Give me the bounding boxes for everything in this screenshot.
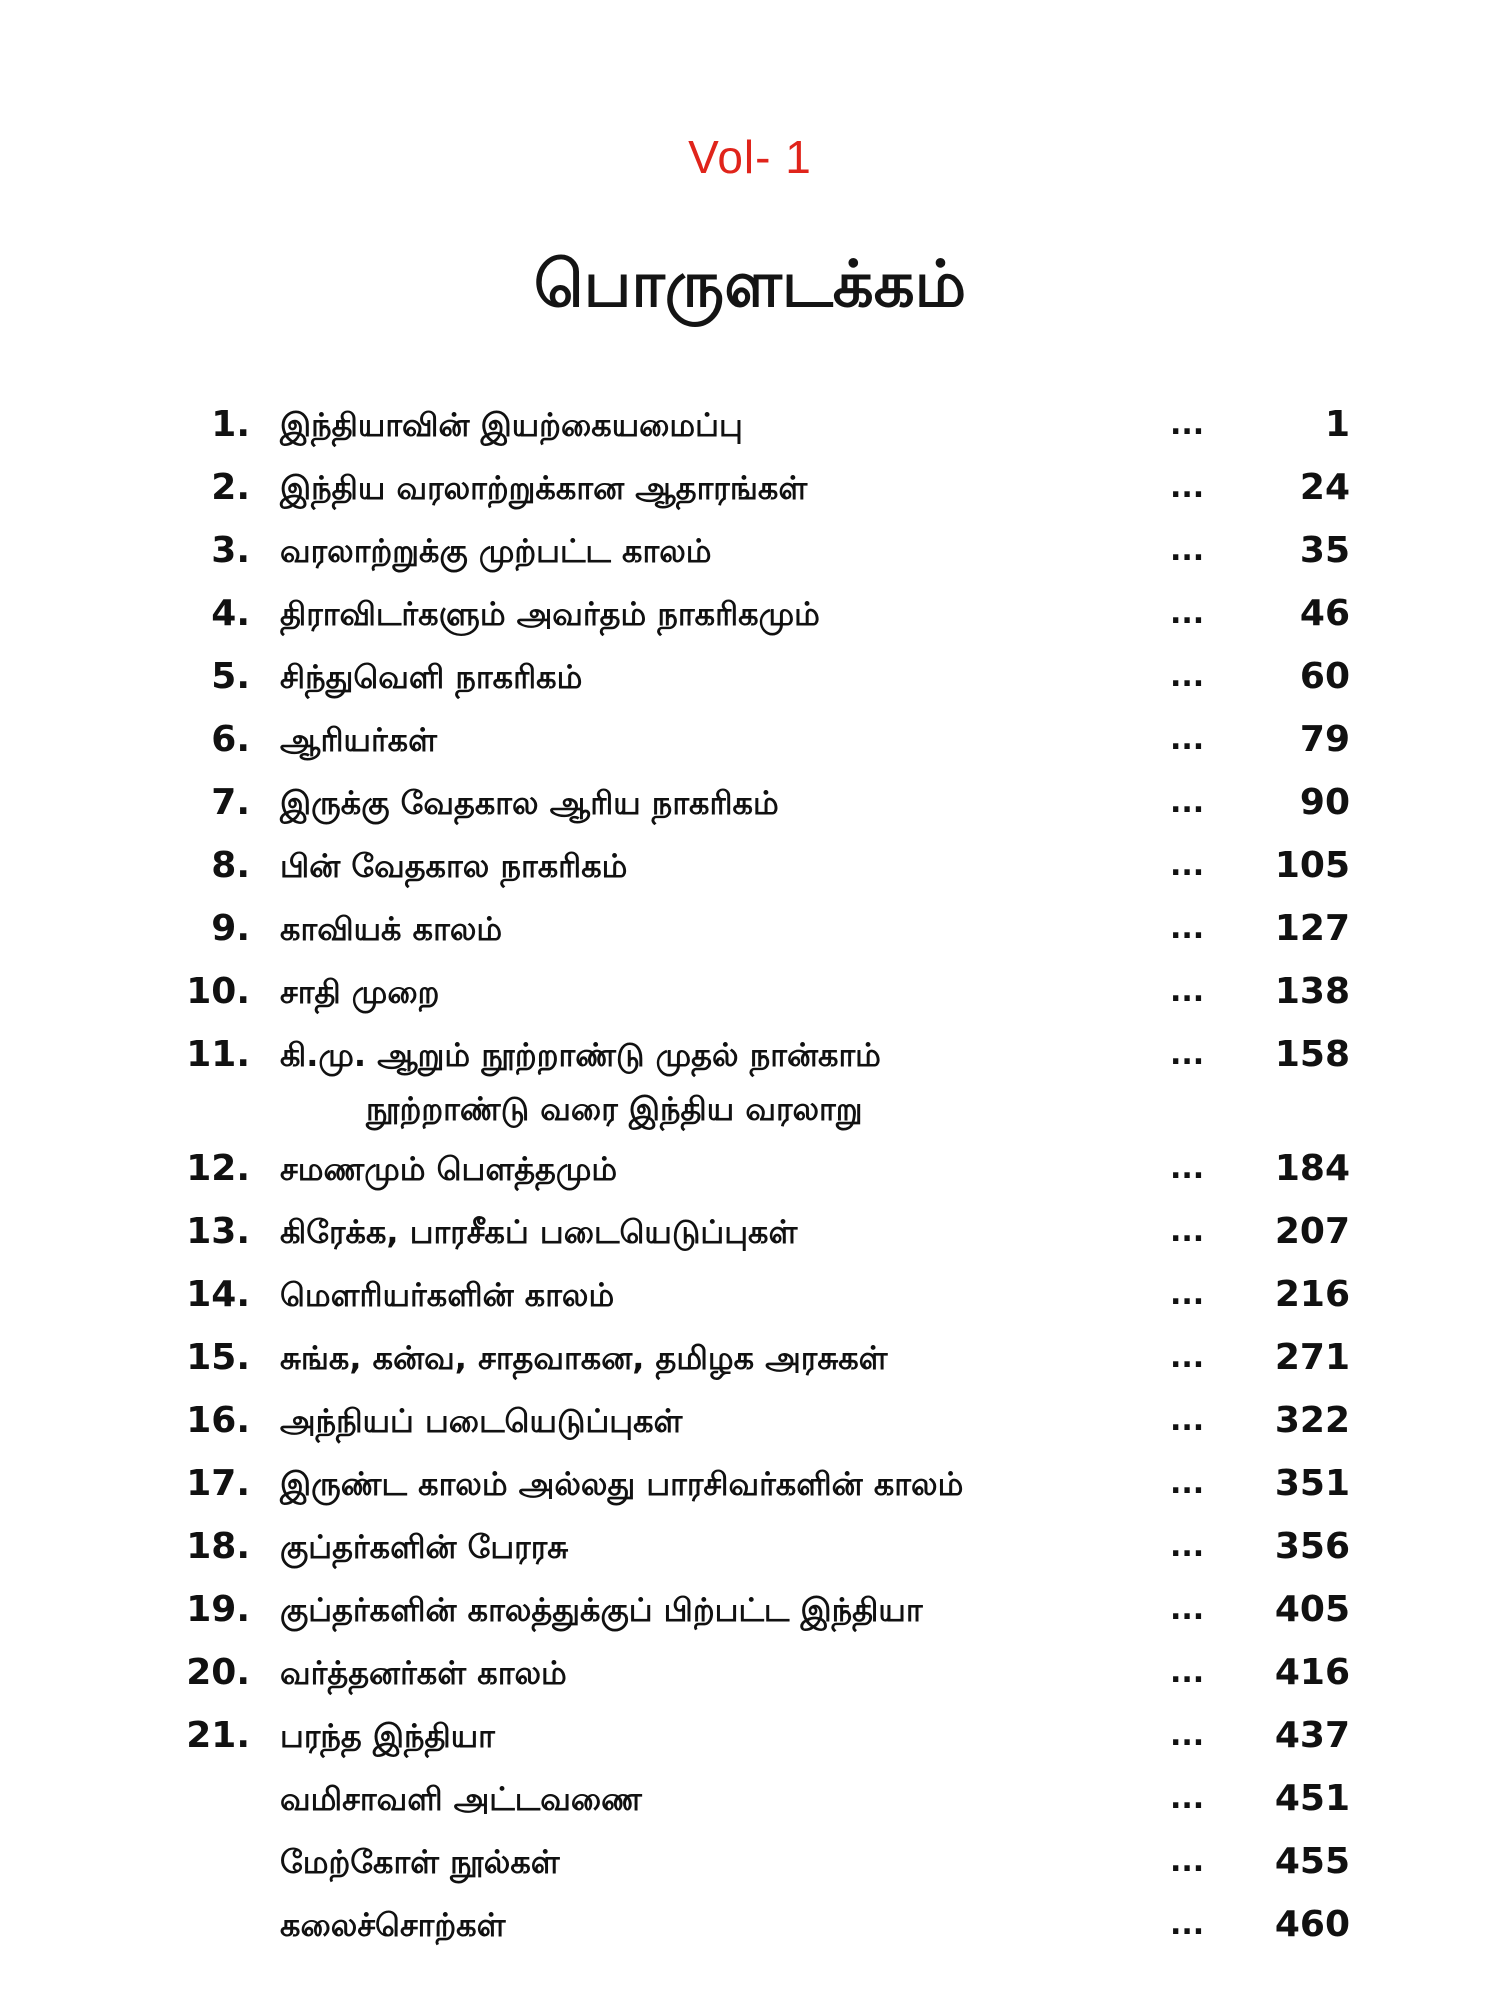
toc-entry-page: 405 bbox=[1274, 1589, 1350, 1630]
toc-entry bbox=[170, 587, 1350, 650]
toc-entry bbox=[170, 1205, 1350, 1268]
toc-entry-page: 416 bbox=[1274, 1652, 1350, 1693]
toc-entry-number: 7. bbox=[211, 782, 250, 823]
toc-entry-title: இருண்ட காலம் அல்லது பாரசிவர்களின் காலம் bbox=[280, 1465, 964, 1503]
toc-entry-number: 9. bbox=[211, 908, 250, 949]
toc-leader-dots: ... bbox=[1170, 470, 1205, 505]
toc-leader-dots: ... bbox=[1170, 974, 1205, 1009]
toc-entry-title: வரலாற்றுக்கு முற்பட்ட காலம் bbox=[280, 532, 712, 570]
toc-entry bbox=[170, 398, 1350, 461]
toc-entry-number: 11. bbox=[186, 1034, 250, 1075]
toc-entry-page: 351 bbox=[1274, 1463, 1350, 1504]
toc-entry-title: ஆரியர்கள் bbox=[280, 721, 437, 759]
toc-entry-title: சாதி முறை bbox=[280, 973, 440, 1011]
toc-entry-page: 271 bbox=[1274, 1337, 1350, 1378]
toc-entry bbox=[170, 965, 1350, 1028]
toc-entry-title: காவியக் காலம் bbox=[280, 910, 503, 948]
toc-leader-dots: ... bbox=[1170, 407, 1205, 442]
toc-entry-page: 46 bbox=[1299, 593, 1350, 634]
toc-entry-title: இந்திய வரலாற்றுக்கான ஆதாரங்கள் bbox=[280, 469, 808, 507]
toc-entry-title: சுங்க, கன்வ, சாதவாகன, தமிழக அரசுகள் bbox=[280, 1339, 888, 1377]
toc-entry-title: மேற்கோள் நூல்கள் bbox=[280, 1843, 560, 1881]
toc-entry-page: 105 bbox=[1274, 845, 1350, 886]
toc-entry bbox=[170, 1709, 1350, 1772]
toc-entry-title: வர்த்தனர்கள் காலம் bbox=[280, 1654, 567, 1692]
toc-entry-page: 455 bbox=[1274, 1841, 1350, 1882]
toc-leader-dots: ... bbox=[1170, 785, 1205, 820]
toc-entry bbox=[170, 902, 1350, 965]
toc-entry-number: 20. bbox=[186, 1652, 250, 1693]
toc-entry-page: 1 bbox=[1324, 404, 1350, 445]
volume-label: Vol- 1 bbox=[688, 131, 812, 183]
toc-leader-dots: ... bbox=[1170, 1844, 1205, 1879]
toc-leader-dots: ... bbox=[1170, 911, 1205, 946]
toc-entry-title: இருக்கு வேதகால ஆரிய நாகரிகம் bbox=[280, 784, 779, 822]
toc-entry-page: 79 bbox=[1299, 719, 1350, 760]
toc-entry-title: சமணமும் பௌத்தமும் bbox=[280, 1150, 618, 1188]
toc-entry-number: 8. bbox=[211, 845, 250, 886]
toc-leader-dots: ... bbox=[1170, 848, 1205, 883]
toc-entry bbox=[170, 839, 1350, 902]
toc-entry-number: 12. bbox=[186, 1148, 250, 1189]
toc-entry-title: பின் வேதகால நாகரிகம் bbox=[280, 847, 628, 885]
toc-entry bbox=[170, 776, 1350, 839]
toc-entry-page: 127 bbox=[1274, 908, 1350, 949]
toc-entry-number: 16. bbox=[186, 1400, 250, 1441]
toc-entry-title: இந்தியாவின் இயற்கையமைப்பு bbox=[280, 406, 743, 444]
toc-entry-title: குப்தர்களின் காலத்துக்குப் பிற்பட்ட இந்தியா bbox=[280, 1591, 923, 1629]
toc-entry bbox=[170, 1772, 1350, 1835]
toc-entry-number: 19. bbox=[186, 1589, 250, 1630]
toc-entry-title: அந்நியப் படையெடுப்புகள் bbox=[280, 1402, 683, 1440]
toc-entry bbox=[170, 1268, 1350, 1331]
toc-leader-dots: ... bbox=[1170, 722, 1205, 757]
toc-entry-number: 21. bbox=[186, 1715, 250, 1756]
toc-leader-dots: ... bbox=[1170, 1655, 1205, 1690]
toc-entry-title: வமிசாவளி அட்டவணை bbox=[280, 1780, 642, 1818]
toc-entry-page: 35 bbox=[1299, 530, 1350, 571]
toc-entry-page: 158 bbox=[1274, 1034, 1350, 1075]
toc-entry-number: 4. bbox=[211, 593, 250, 634]
toc-entry-title: மௌரியர்களின் காலம் bbox=[280, 1276, 615, 1314]
toc-entry bbox=[170, 461, 1350, 524]
toc-entry-title: பரந்த இந்தியா bbox=[280, 1717, 495, 1755]
toc-leader-dots: ... bbox=[1170, 1718, 1205, 1753]
toc-entry-number: 2. bbox=[211, 467, 250, 508]
toc-entry-page: 451 bbox=[1274, 1778, 1350, 1819]
toc-leader-dots: ... bbox=[1170, 1403, 1205, 1438]
toc-entry-title: கலைச்சொற்கள் bbox=[280, 1906, 506, 1944]
toc-entry-page: 184 bbox=[1274, 1148, 1350, 1189]
toc-entry-title: சிந்துவெளி நாகரிகம் bbox=[280, 658, 583, 696]
toc-entry-title-continuation: நூற்றாண்டு வரை இந்திய வரலாறு bbox=[366, 1090, 863, 1128]
toc-entry-page: 90 bbox=[1299, 782, 1350, 823]
toc-entry-number: 18. bbox=[186, 1526, 250, 1567]
toc-entry bbox=[170, 1520, 1350, 1583]
toc-entry-page: 207 bbox=[1274, 1211, 1350, 1252]
toc-entry bbox=[170, 1331, 1350, 1394]
toc-entry bbox=[170, 524, 1350, 587]
toc-entry bbox=[170, 1898, 1350, 1961]
toc-entry bbox=[170, 1835, 1350, 1898]
toc-leader-dots: ... bbox=[1170, 1781, 1205, 1816]
toc-entry-title-block bbox=[280, 1028, 1160, 1136]
toc-entry bbox=[170, 1028, 1350, 1142]
toc-entry-title: கிரேக்க, பாரசீகப் படையெடுப்புகள் bbox=[280, 1213, 798, 1251]
toc-entry bbox=[170, 1142, 1350, 1205]
toc-entry-page: 216 bbox=[1274, 1274, 1350, 1315]
toc-entry-number: 3. bbox=[211, 530, 250, 571]
toc-leader-dots: ... bbox=[1170, 1907, 1205, 1942]
toc-entry-number: 6. bbox=[211, 719, 250, 760]
toc-entry-page: 138 bbox=[1274, 971, 1350, 1012]
toc-entry-page: 322 bbox=[1274, 1400, 1350, 1441]
toc-leader-dots: ... bbox=[1170, 1214, 1205, 1249]
toc-leader-dots: ... bbox=[1170, 1151, 1205, 1186]
toc-entry bbox=[170, 1457, 1350, 1520]
toc-entry bbox=[170, 1646, 1350, 1709]
toc-entry-page: 356 bbox=[1274, 1526, 1350, 1567]
toc-entry-page: 60 bbox=[1299, 656, 1350, 697]
toc-leader-dots: ... bbox=[1170, 1592, 1205, 1627]
toc-leader-dots: ... bbox=[1170, 1340, 1205, 1375]
toc-entry-page: 460 bbox=[1274, 1904, 1350, 1945]
toc-entry-number: 14. bbox=[186, 1274, 250, 1315]
toc-leader-dots: ... bbox=[1170, 659, 1205, 694]
toc-entry-number: 13. bbox=[186, 1211, 250, 1252]
toc-entry-number: 15. bbox=[186, 1337, 250, 1378]
toc-leader-dots: ... bbox=[1170, 596, 1205, 631]
table-of-contents bbox=[170, 398, 1350, 1961]
toc-entry-number: 10. bbox=[186, 971, 250, 1012]
toc-entry-page: 24 bbox=[1299, 467, 1350, 508]
toc-leader-dots: ... bbox=[1170, 1466, 1205, 1501]
toc-entry-title: குப்தர்களின் பேரரசு bbox=[280, 1528, 569, 1566]
toc-leader-dots: ... bbox=[1170, 1277, 1205, 1312]
toc-entry-title: திராவிடர்களும் அவர்தம் நாகரிகமும் bbox=[280, 595, 820, 633]
page-title: பொருளடக்கம் bbox=[533, 248, 967, 322]
toc-entry bbox=[170, 1583, 1350, 1646]
toc-entry bbox=[170, 650, 1350, 713]
toc-leader-dots: ... bbox=[1170, 533, 1205, 568]
toc-entry-page: 437 bbox=[1274, 1715, 1350, 1756]
toc-entry-title: கி.மு. ஆறும் நூற்றாண்டு முதல் நான்காம் bbox=[280, 1036, 881, 1074]
toc-entry-number: 17. bbox=[186, 1463, 250, 1504]
toc-entry-number: 1. bbox=[211, 404, 250, 445]
toc-entry bbox=[170, 1394, 1350, 1457]
toc-entry bbox=[170, 713, 1350, 776]
toc-leader-dots: ... bbox=[1170, 1529, 1205, 1564]
toc-leader-dots: ... bbox=[1170, 1037, 1205, 1072]
toc-entry-number: 5. bbox=[211, 656, 250, 697]
